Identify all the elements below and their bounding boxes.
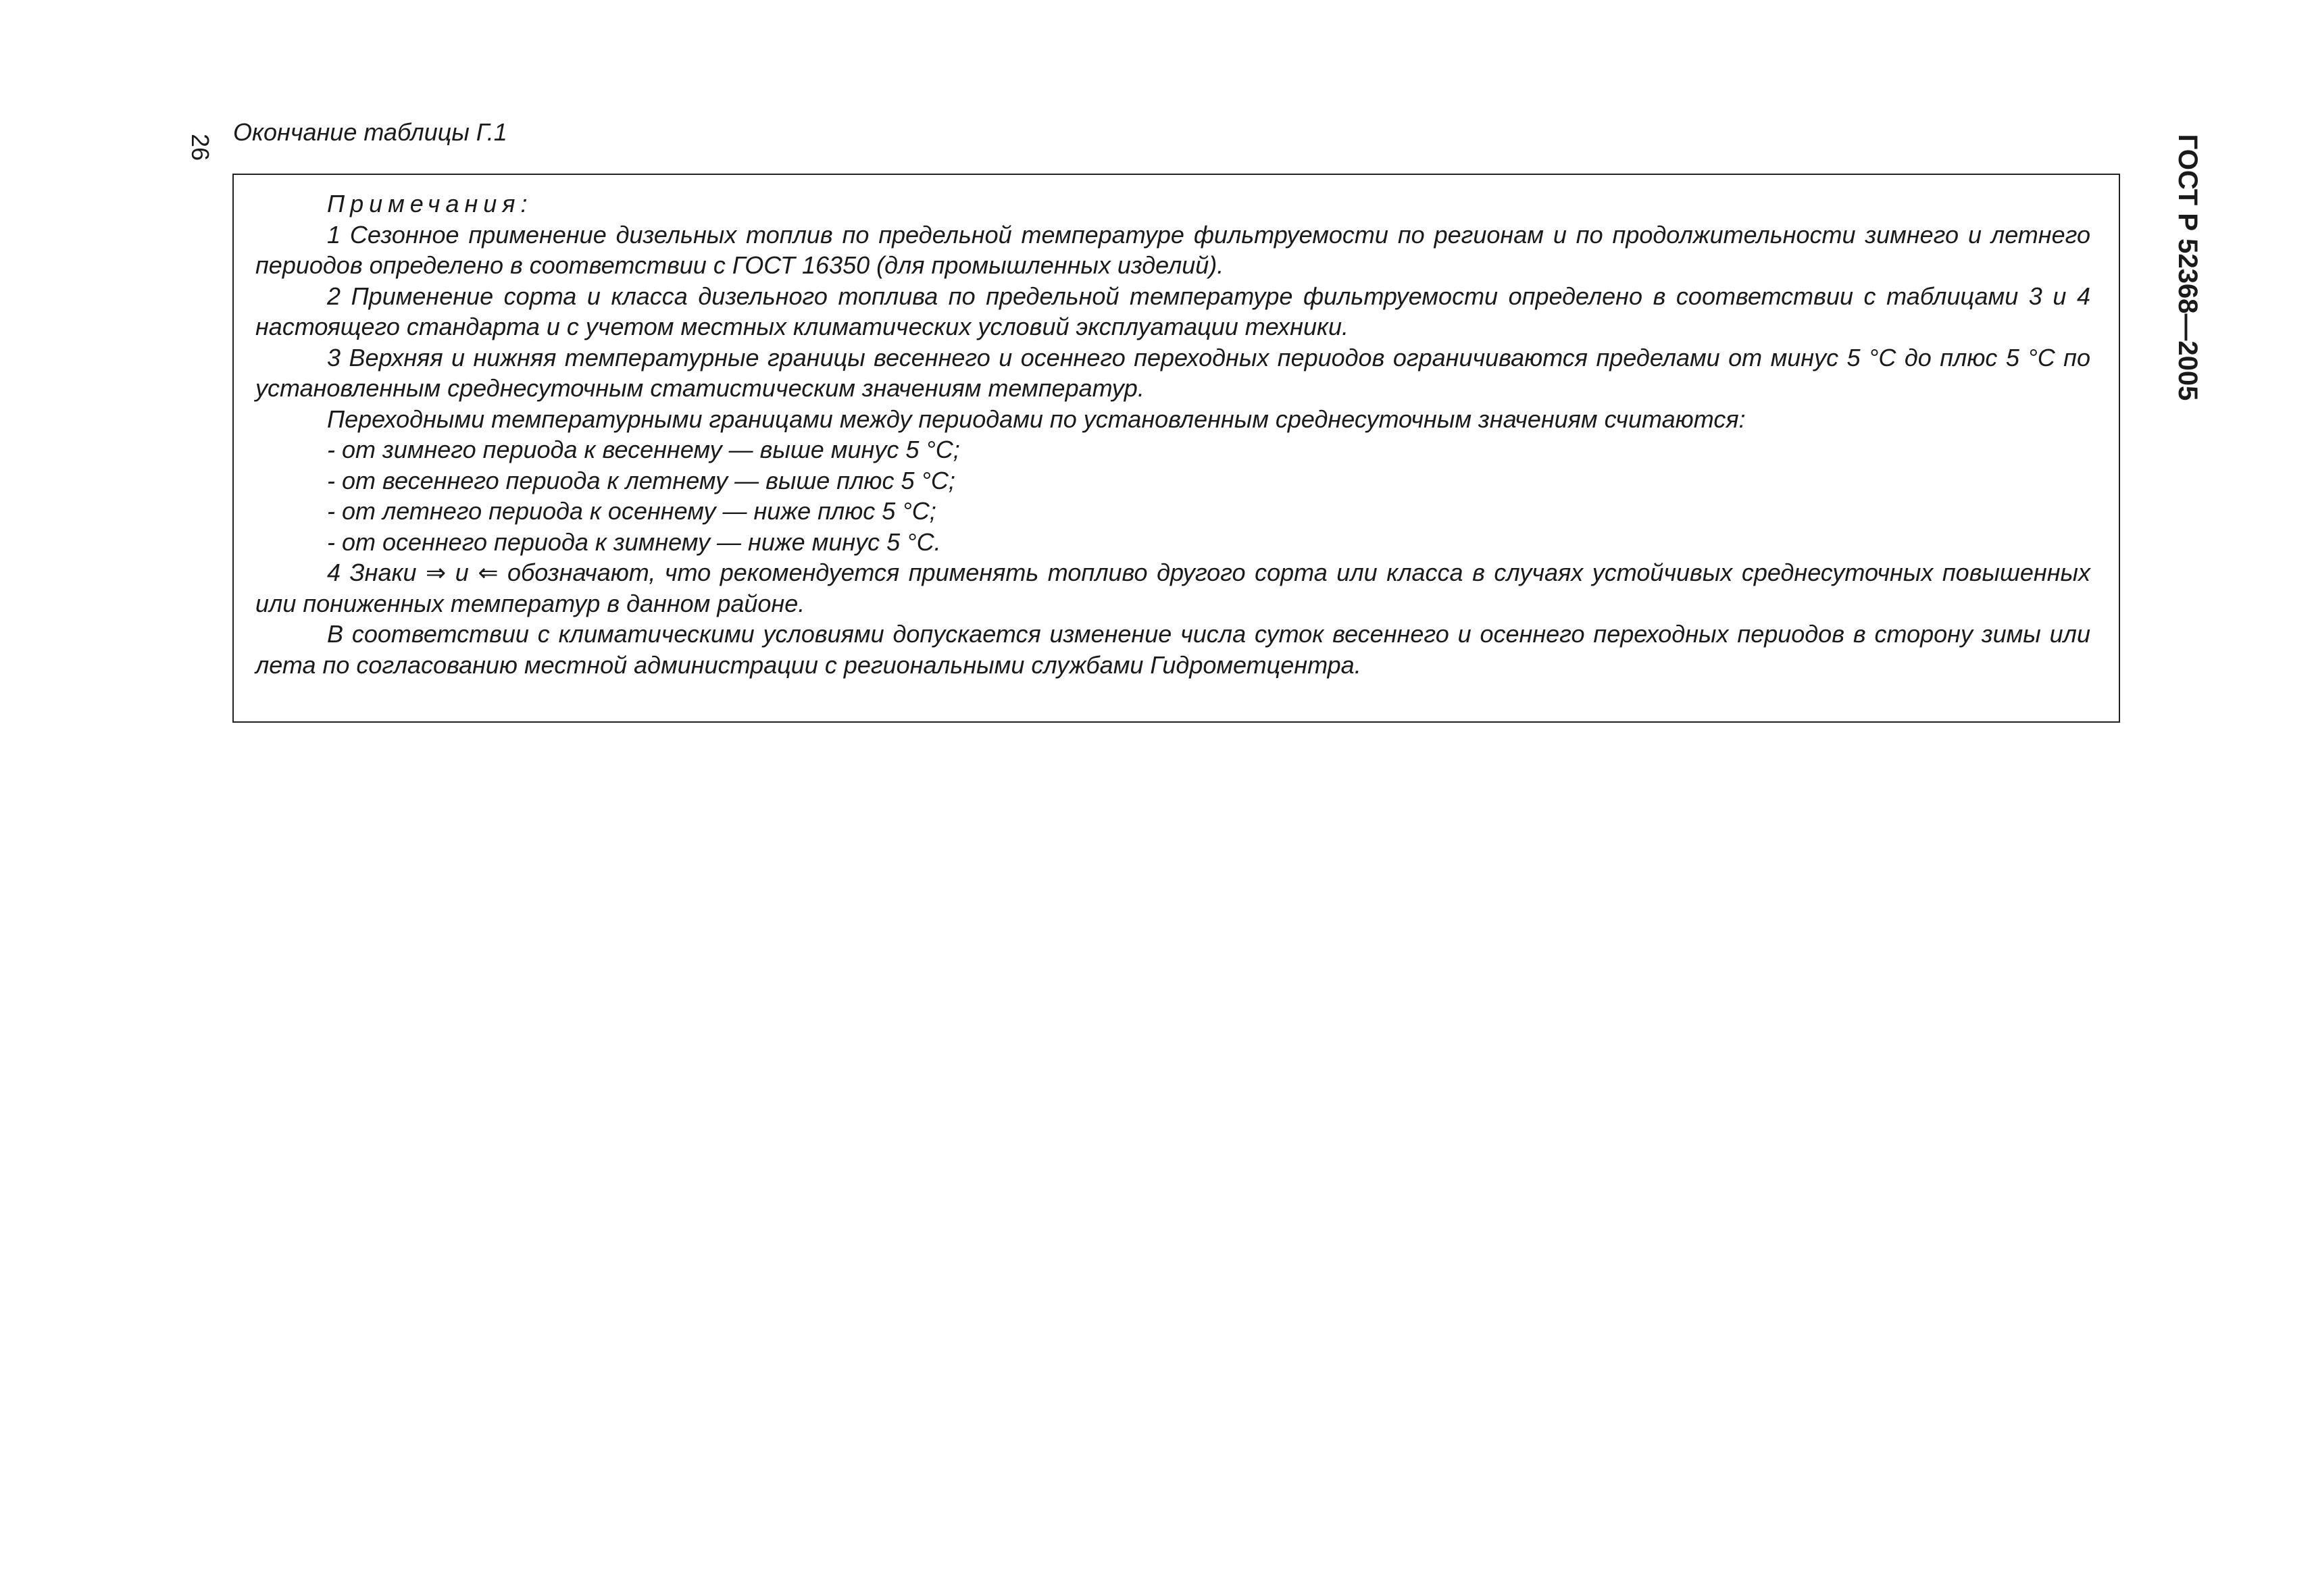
list-item: - от весеннего периода к летнему — выше плюс 5 °С;: [327, 466, 955, 494]
note-paragraph-transitions: Переходными температурными границами между периодами по установленным среднесуточным значениям считаются:: [327, 405, 1746, 433]
list-item: - от осеннего периода к зимнему — ниже минус 5 °С.: [327, 527, 941, 556]
note-paragraph-1: 1 Сезонное применение дизельных топлив по предельной температуре фильтруемости по регионам и по продолжительности зимнего и летнего периодов определено в соответствии с ГОСТ 16350 (для промышленных изделий).: [255, 220, 2090, 279]
table-caption: Окончание таблицы Г.1: [233, 118, 507, 146]
notes-heading: [255, 188, 2090, 220]
page-number: 26: [186, 133, 214, 161]
notes-heading-text: Примечания:: [327, 190, 533, 217]
notes-box: [232, 174, 2120, 723]
note-paragraph-5: В соответствии с климатическими условиями допускается изменение числа суток весеннего и осеннего переходных периодов в сторону зимы или лета по согласованию местной администрации с региональными службами Гидрометцентра.: [255, 620, 2090, 679]
note-paragraph-2: 2 Применение сорта и класса дизельного топлива по предельной температуре фильтруемости определено в соответствии с таблицами 3 и 4 настоящего стандарта и с учетом местных климатических условий эксплуатации техники.: [255, 282, 2090, 340]
document-code: ГОСТ Р 52368—2005: [2173, 134, 2203, 401]
note-paragraph-4: 4 Знаки ⇒ и ⇐ обозначают, что рекомендуется применять топливо другого сорта или класса в случаях устойчивых среднесуточных повышенных или пониженных температур в данном районе.: [255, 559, 2090, 617]
list-item: - от летнего периода к осеннему — ниже плюс 5 °С;: [327, 497, 936, 525]
list-item: - от зимнего периода к весеннему — выше минус 5 °С;: [327, 436, 960, 463]
note-paragraph-3: 3 Верхняя и нижняя температурные границы весеннего и осеннего переходных периодов ограничиваются пределами от минус 5 °С до плюс 5 °С по установленным среднесуточным статистическим значениям температур.: [255, 343, 2090, 402]
